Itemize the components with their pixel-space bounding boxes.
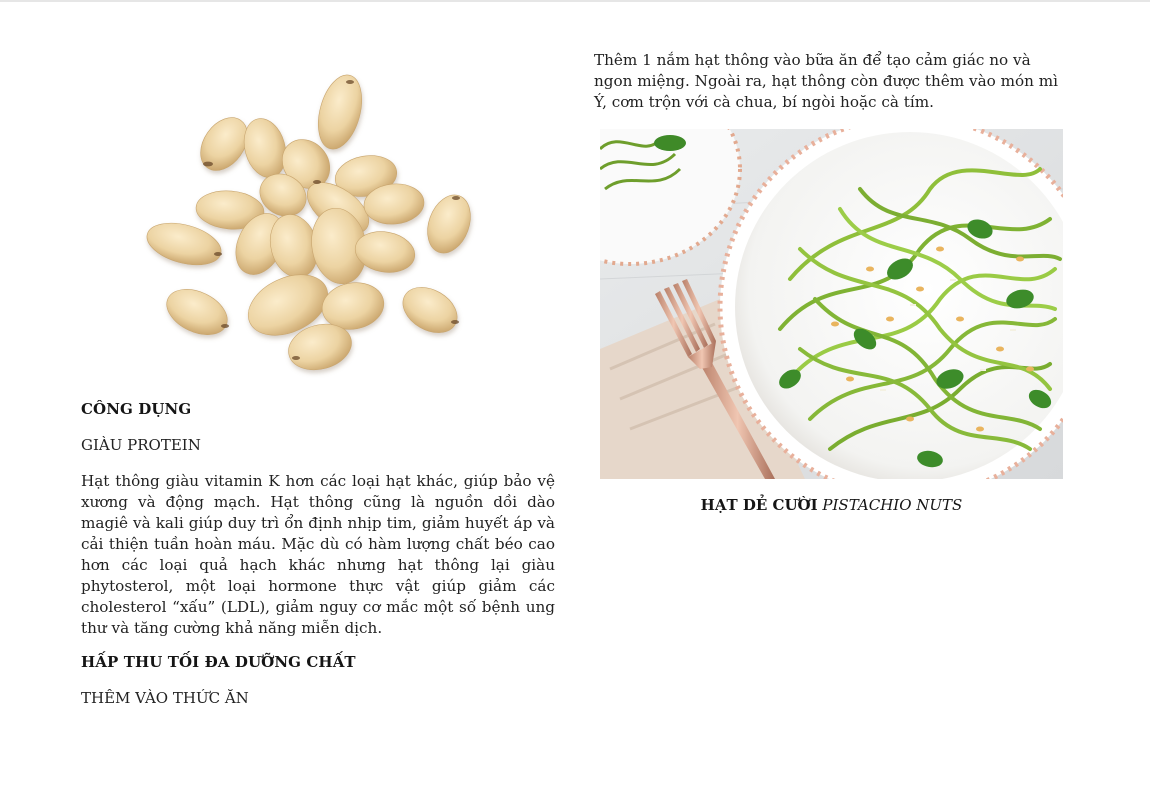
subheading-add-to-food: THÊM VÀO THỨC ĂN	[81, 689, 249, 707]
paragraph-benefits: Hạt thông giàu vitamin K hơn các loại hạt khác, giúp bảo vệ xương và động mạch. Hạt thông cũng là nguồn dồi dào magiê và kali giúp duy trì ổn định nhịp tim, giảm huyết áp và cải thiện tuần hoàn máu. Mặc dù có hàm lượng chất béo cao hơn các loại quả hạch khác nhưng hạt thông lại giàu phytosterol, một loại hormone thực vật giúp giảm các cholesterol “xấu” (LDL), giảm nguy cơ mắc một số bệnh ung thư và tăng cường khả năng miễn dịch.	[81, 472, 555, 637]
page-top-border	[0, 0, 1150, 2]
heading-uses: CÔNG DỤNG	[81, 400, 192, 418]
pine-nuts-image	[120, 60, 490, 390]
left-column	[81, 400, 555, 707]
paragraph-usage: Thêm 1 nắm hạt thông vào bữa ăn để tạo cảm giác no và ngon miệng. Ngoài ra, hạt thông còn được thêm vào món mì Ý, cơm trộn với cà chua, bí ngòi hoặc cà tím.	[594, 51, 1059, 111]
subheading-protein: GIÀU PROTEIN	[81, 436, 201, 454]
photo-caption	[600, 496, 1063, 514]
pesto-pasta-photo	[600, 129, 1063, 479]
heading-absorb: HẤP THU TỐI ĐA DƯỠNG CHẤT	[81, 653, 356, 671]
caption-latin: PISTACHIO NUTS	[822, 496, 963, 514]
caption-title: HẠT DẺ CƯỜI	[700, 496, 818, 514]
